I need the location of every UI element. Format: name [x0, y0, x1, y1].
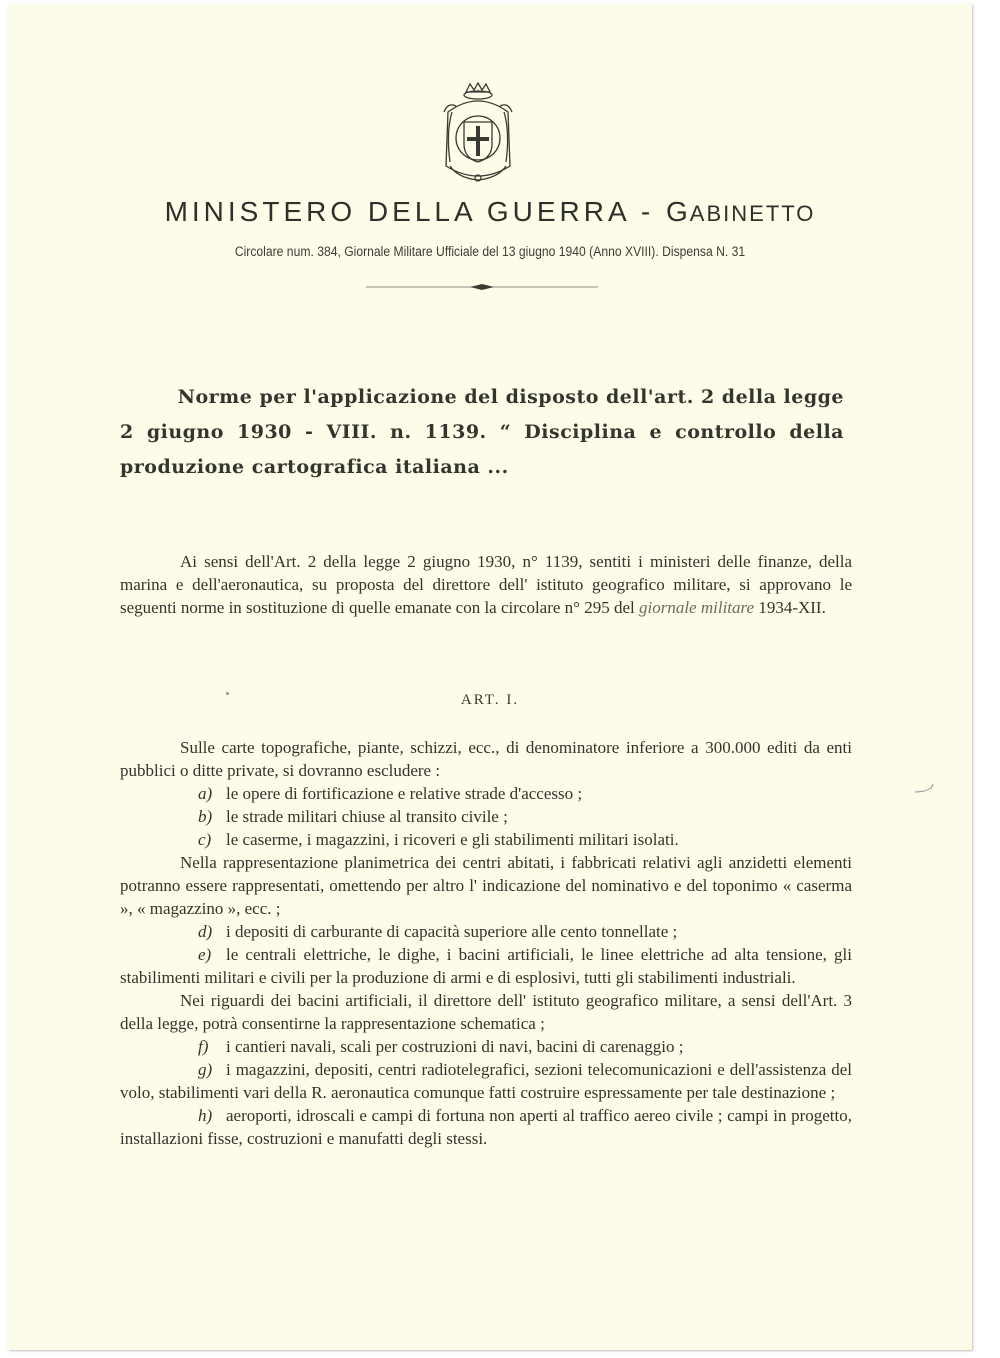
list-text: le opere di fortificazione e relative strade d'accesso ; — [226, 784, 583, 803]
list-letter: a) — [198, 784, 213, 803]
list-item-d — [120, 920, 852, 943]
cabinet-rest: ABINETTO — [689, 201, 816, 226]
document-page — [8, 4, 972, 1350]
list-item-e — [120, 943, 852, 989]
divider-ornament-icon — [366, 282, 598, 292]
article-paragraph-3: Nei riguardi dei bacini artificiali, il direttore dell' istituto geografico militare, a sensi dell'Art. 3 della legge, potrà consentirne la rappresentazione schematica ; — [120, 991, 852, 1033]
ministry-main: MINISTERO DELLA GUERRA — [164, 196, 630, 227]
article-paragraph-2: Nella rappresentazione planimetrica dei centri abitati, i fabbricati relativi agli anzidetti elementi potranno essere rappresentati, omettendo per altro l' indicazione del nominativo e del toponimo « caserma », « magazzino », ecc. ; — [120, 853, 852, 918]
list-letter: g) — [198, 1060, 213, 1079]
list-letter: f) — [198, 1037, 209, 1056]
ministry-separator: - — [629, 196, 667, 227]
list-item-b — [120, 805, 852, 828]
list-item-h — [120, 1104, 852, 1150]
list-text: le strade militari chiuse al transito civile ; — [226, 807, 508, 826]
royal-coat-of-arms-icon — [436, 82, 520, 186]
list-letter: h) — [198, 1106, 213, 1125]
article-body — [120, 736, 852, 1150]
circular-reference: Circolare num. 384, Giornale Militare Ufficiale del 13 giugno 1940 (Anno XVIII). Dispensa N. 31 — [234, 244, 746, 259]
title-line-1: Norme per l'applicazione del disposto dell'art. 2 della legge — [177, 386, 844, 408]
list-item-a — [120, 782, 852, 805]
article-paragraph-1: Sulle carte topografiche, piante, schizzi, ecc., di denominatore inferiore a 300.000 editi da enti pubblici o ditte private, si dovranno escludere : — [120, 738, 852, 780]
list-text: le centrali elettriche, le dighe, i bacini artificiali, le linee elettriche ad alta tensione, gli stabilimenti militari e civili per la produzione di armi e di esplosivi, tutti gli stabilimenti industriali. — [120, 945, 852, 987]
list-text: i magazzini, depositi, centri radiotelegrafici, sezioni telecomunicazioni e dell'assistenza del volo, stabilimenti vari della R. aeronautica comunque fatti costruire espressamente per tale destinazione ; — [120, 1060, 852, 1102]
document-title — [120, 380, 844, 485]
article-heading: ART. I. — [460, 692, 520, 708]
list-item-c — [120, 828, 852, 851]
pencil-mark-icon — [913, 782, 935, 794]
list-item-g — [120, 1058, 852, 1104]
intro-italic: giornale militare — [639, 598, 755, 617]
list-text: le caserme, i magazzini, i ricoveri e gli stabilimenti militari isolati. — [226, 830, 679, 849]
cabinet-initial: G — [666, 196, 690, 227]
list-letter: e) — [198, 945, 212, 964]
intro-end: 1934-XII. — [754, 598, 826, 617]
intro-text: Ai sensi dell'Art. 2 della legge 2 giugno 1930, n° 1139, sentiti i ministeri delle finanze, della marina e dell'aeronautica, su proposta del direttore dell' istituto geografico militare, si approvano le seguenti norme in sostituzione di quelle emanate con la circolare n° 295 del — [120, 552, 852, 617]
list-text: i cantieri navali, scali per costruzioni di navi, bacini di carenaggio ; — [226, 1037, 684, 1056]
cabinet-label — [666, 196, 815, 227]
list-letter: c) — [198, 830, 212, 849]
ministry-title — [8, 196, 972, 228]
list-item-f — [120, 1035, 852, 1058]
list-text: aeroporti, idroscali e campi di fortuna non aperti al traffico aereo civile ; campi in progetto, installazioni fisse, costruzioni e manufatti degli stessi. — [120, 1106, 852, 1148]
list-letter: b) — [198, 807, 213, 826]
list-letter: d) — [198, 922, 213, 941]
title-rest: 2 giugno 1930 - VIII. n. 1139. “ Disciplina e controllo della produzione cartografica italiana ... — [120, 421, 844, 478]
intro-paragraph — [120, 550, 852, 619]
list-text: i depositi di carburante di capacità superiore alle cento tonnellate ; — [226, 922, 678, 941]
